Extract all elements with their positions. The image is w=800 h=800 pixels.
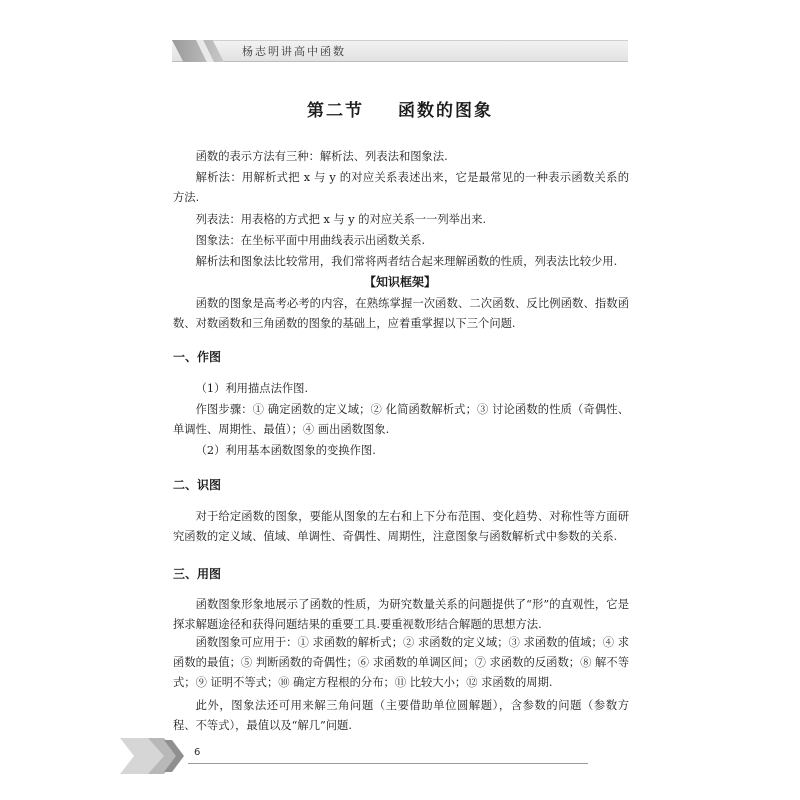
intro-paragraph-1: 函数的表示方法有三种：解析法、列表法和图象法.	[195, 150, 448, 163]
part3-paragraph-2: 函数图象可应用于：① 求函数的解析式；② 求函数的定义域；③ 求函数的值域；④ 求函数的最值；⑤ 判断函数的奇偶性；⑥ 求函数的单调区间；⑦ 求函数的反函数；⑧ 解不等式；⑨ 证明不等式；⑩ 确定方程根的分布；⑪ 比较大小；⑫ 求函数的周期.	[173, 636, 629, 689]
intro-paragraph-3: 列表法：用表格的方式把 x 与 y 的对应关系一一列举出来.	[195, 213, 487, 226]
section-name: 函数的图象	[398, 101, 493, 121]
section-title	[0, 96, 800, 121]
intro-paragraph-4: 图象法：在坐标平面中用曲线表示出函数关系.	[195, 234, 426, 247]
part2-paragraph: 对于给定函数的图象，要能从图象的左右和上下分布范围、变化趋势、对称性等方面研究函数的定义域、值域、单调性、奇偶性、周期性，注意图象与函数解析式中参数的关系.	[173, 510, 629, 543]
chevron-decoration-icon	[120, 738, 190, 774]
part3-heading: 三、用图	[173, 567, 222, 581]
part1-item2: （2）利用基本函数图象的变换作图.	[195, 444, 376, 457]
book-title: 杨志明讲高中函数	[242, 45, 346, 58]
part1-item1: （1）利用描点法作图.	[195, 382, 309, 395]
page-number: 6	[194, 747, 201, 758]
intro-paragraph-5: 解析法和图象法比较常用，我们常将两者结合起来理解函数的性质，列表法比较少用.	[195, 255, 618, 268]
part1-steps: 作图步骤：① 确定函数的定义域；② 化简函数解析式；③ 讨论函数的性质（奇偶性、单调性、周期性、最值）；④ 画出函数图象.	[173, 403, 629, 436]
part3-paragraph-1: 函数图象形象地展示了函数的性质，为研究数量关系的问题提供了“形”的直观性，它是探求解题途径和获得问题结果的重要工具.要重视数形结合解题的思想方法.	[173, 598, 629, 631]
section-number: 第二节	[307, 101, 364, 121]
intro-paragraph-2: 解析法：用解析式把 x 与 y 的对应关系表述出来，它是最常见的一种表示函数关系的方法.	[173, 171, 629, 204]
part1-heading: 一、作图	[173, 350, 222, 364]
running-header	[172, 40, 628, 62]
framework-paragraph: 函数的图象是高考必考的内容，在熟练掌握一次函数、二次函数、反比例函数、指数函数、对数函数和三角函数的图象的基础上，应着重掌握以下三个问题.	[173, 297, 629, 330]
footer-rule	[188, 763, 588, 764]
knowledge-framework-heading: 【知识框架】	[363, 275, 436, 289]
page-footer	[120, 738, 620, 774]
header-bar	[172, 40, 628, 62]
part2-heading: 二、识图	[173, 478, 222, 492]
part3-paragraph-3: 此外，图象法还可用来解三角问题（主要借助单位圆解题），含参数的问题（参数方程、不等式），最值以及“解几”问题.	[173, 699, 629, 732]
